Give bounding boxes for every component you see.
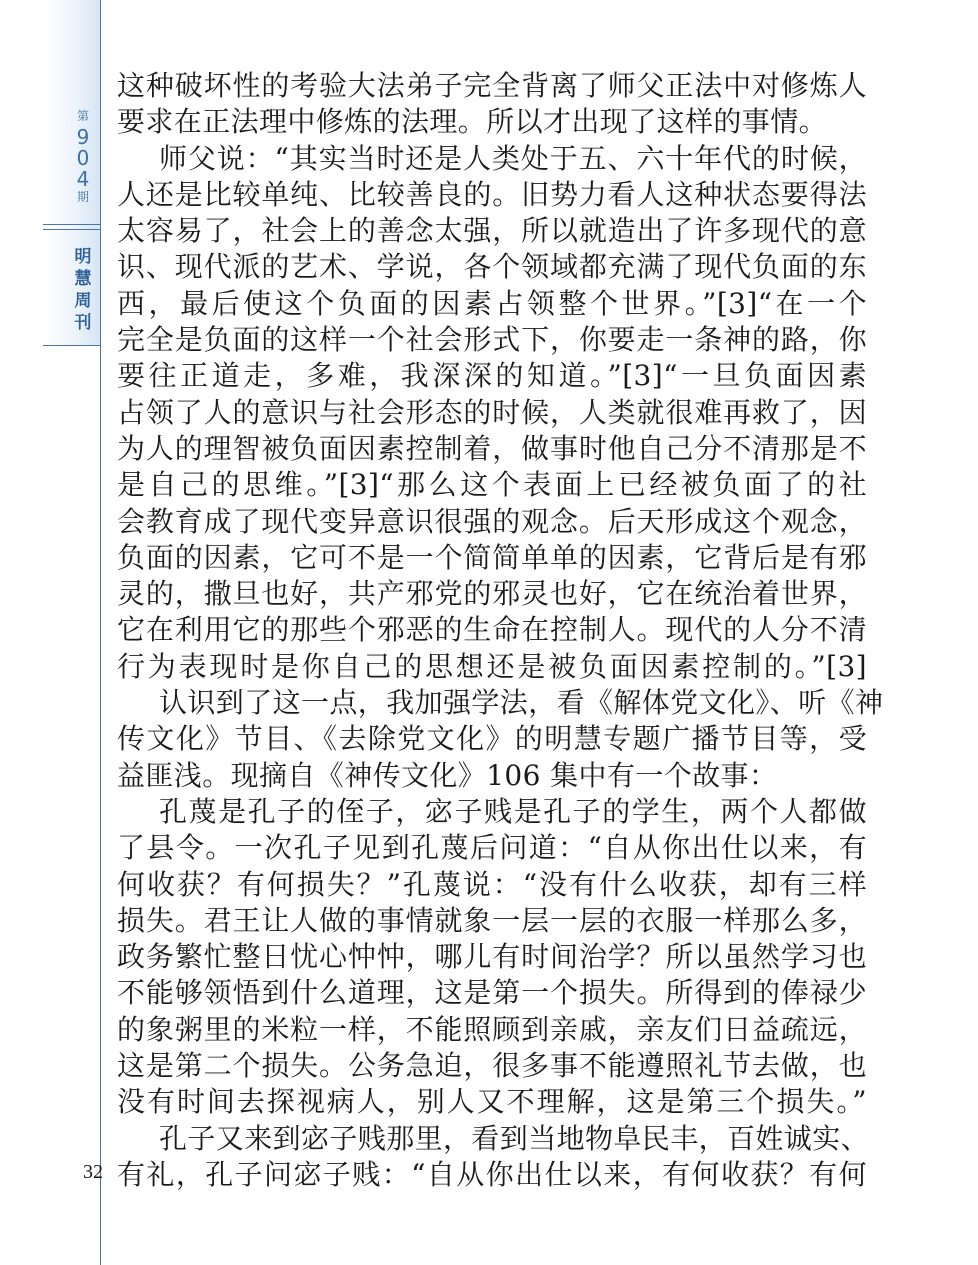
publication-title-char: 明 [74, 247, 92, 267]
text-line: 为人的理智被负面因素控制着，做事时他自己分不清那是不 [117, 431, 867, 465]
sidebar-rule-middle [43, 229, 100, 230]
text-line: 是自己的思维。”[3]“那么这个表面上已经被负面了的社 [117, 468, 867, 502]
sidebar-rule-top [43, 224, 100, 225]
text-line: 孔蔑是孔子的侄子，宓子贱是孔子的学生，两个人都做 [159, 794, 867, 828]
sidebar-rule-bottom [43, 345, 100, 346]
text-line: 师父说：“其实当时还是人类处于五、六十年代的时候， [159, 141, 867, 175]
text-line: 损失。君王让人做的事情就象一层一层的衣服一样那么多， [117, 903, 867, 937]
issue-digit: 0 [76, 146, 90, 170]
text-line: 负面的因素，它可不是一个简简单单的因素，它背后是有邪 [117, 540, 867, 574]
article-body [117, 68, 884, 1193]
text-line: 这是第二个损失。公务急迫，很多事不能遵照礼节去做，也 [117, 1049, 867, 1083]
publication-title-char: 周 [74, 291, 92, 311]
text-line: 政务繁忙整日忧心忡忡，哪儿有时间治学？所以虽然学习也 [117, 940, 867, 974]
page-number: 32 [83, 1161, 103, 1183]
text-line: 它在利用它的那些个邪恶的生命在控制人。现代的人分不清 [117, 613, 867, 647]
text-line: 识、现代派的艺术、学说，各个领域都充满了现代负面的东 [117, 250, 867, 284]
text-line: 完全是负面的这样一个社会形式下，你要走一条神的路，你 [117, 323, 867, 357]
publication-title [66, 246, 100, 334]
text-line: 了县令。一次孔子见到孔蔑后问道：“自从你出仕以来，有 [117, 831, 867, 865]
publication-title-char: 慧 [74, 269, 92, 289]
text-line: 认识到了这一点，我加强学法，看《解体党文化》、听《神 [159, 686, 884, 720]
text-line: 西，最后使这个负面的因素占领整个世界。”[3]“在一个 [117, 286, 867, 320]
text-line: 益匪浅。现摘自《神传文化》106 集中有一个故事： [117, 758, 778, 792]
text-line: 会教育成了现代变异意识很强的观念。后天形成这个观念， [117, 504, 867, 538]
text-line: 传文化》节目、《去除党文化》的明慧专题广播节目等，受 [117, 722, 867, 756]
text-line: 行为表现时是你自己的思想还是被负面因素控制的。”[3] [117, 649, 867, 683]
text-line: 有礼，孔子问宓子贱：“自从你出仕以来，有何收获？有何 [117, 1157, 867, 1191]
issue-prefix: 第 [76, 109, 89, 123]
text-line: 不能够领悟到什么道理，这是第一个损失。所得到的俸禄少 [117, 976, 867, 1010]
text-line: 占领了人的意识与社会形态的时候，人类就很难再救了，因 [117, 395, 867, 429]
issue-digit: 9 [76, 125, 90, 149]
publication-title-char: 刊 [74, 313, 92, 333]
text-line: 灵的，撒旦也好，共产邪党的邪灵也好，它在统治着世界， [117, 577, 867, 611]
text-line: 何收获？有何损失？”孔蔑说：“没有什么收获，却有三样 [117, 867, 867, 901]
text-line: 没有时间去探视病人，别人又不理解，这是第三个损失。” [117, 1085, 867, 1119]
text-line: 的象粥里的米粒一样，不能照顾到亲戚，亲友们日益疏远， [117, 1012, 867, 1046]
issue-number [66, 108, 100, 208]
text-line: 这种破坏性的考验大法弟子完全背离了师父正法中对修炼人 [117, 69, 867, 102]
text-line: 太容易了，社会上的善念太强，所以就造出了许多现代的意 [117, 214, 867, 248]
issue-digit: 4 [76, 167, 90, 191]
text-line: 人还是比较单纯、比较善良的。旧势力看人这种状态要得法 [117, 177, 867, 211]
text-line: 要求在正法理中修炼的法理。所以才出现了这样的事情。 [117, 105, 828, 139]
text-line: 孔子又来到宓子贱那里，看到当地物阜民丰，百姓诚实、 [159, 1121, 870, 1155]
text-line: 要往正道走，多难，我深深的知道。”[3]“一旦负面因素 [117, 359, 867, 393]
issue-suffix: 期 [76, 190, 89, 204]
sidebar-divider-line [100, 0, 101, 1265]
